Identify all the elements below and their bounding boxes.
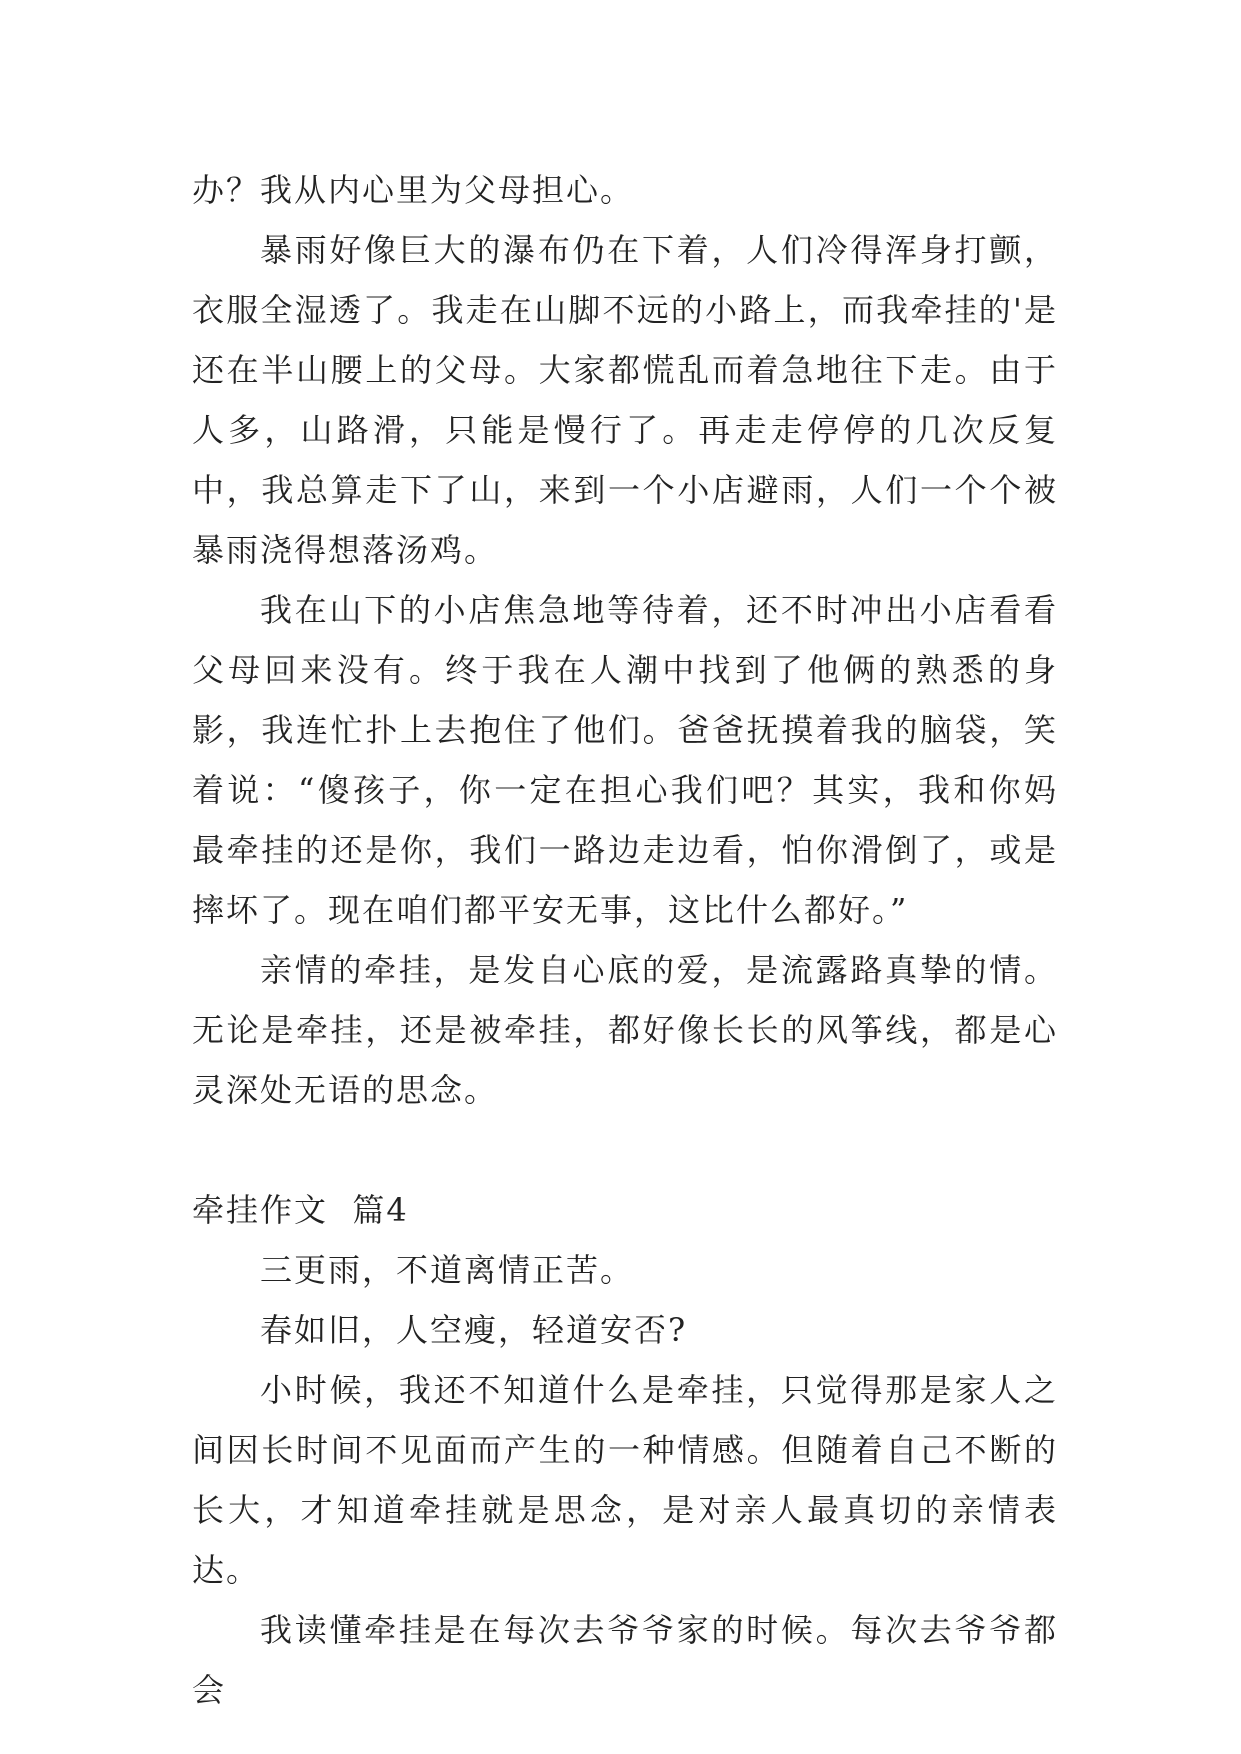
- paragraph-childhood: 小时候，我还不知道什么是牵挂，只觉得那是家人之间因长时间不见面而产生的一种情感。但随着自己不断的长大，才知道牵挂就是思念，是对亲人最真切的亲情表达。: [192, 1371, 1058, 1589]
- section-spacer: [192, 1120, 1058, 1180]
- poem-line-2: 春如旧，人空瘦，轻道安否?: [260, 1311, 688, 1349]
- paragraph-rainstorm: 暴雨好像巨大的瀑布仍在下着，人们冷得浑身打颤，衣服全湿透了。我走在山脚不远的小路上，而我牵挂的'是还在半山腰上的父母。大家都慌乱而着急地往下走。由于人多，山路滑，只能是慢行了。再走走停停的几次反复中，我总算走下了山，来到一个小店避雨，人们一个个被暴雨浇得想落汤鸡。: [192, 231, 1058, 569]
- paragraph-continuation: 办？我从内心里为父母担心。: [192, 171, 635, 209]
- document-body: [192, 160, 1058, 1720]
- paragraph-conclusion: 亲情的牵挂，是发自心底的爱，是流露路真挚的情。无论是牵挂，还是被牵挂，都好像长长的风筝线，都是心灵深处无语的思念。: [192, 951, 1058, 1109]
- paragraph-grandpa: 我读懂牵挂是在每次去爷爷家的时候。每次去爷爷都会: [192, 1611, 1058, 1709]
- section-title: 牵挂作文 篇4: [192, 1191, 409, 1229]
- poem-line-1: 三更雨，不道离情正苦。: [260, 1251, 635, 1289]
- paragraph-waiting: 我在山下的小店焦急地等待着，还不时冲出小店看看父母回来没有。终于我在人潮中找到了他俩的熟悉的身影，我连忙扑上去抱住了他们。爸爸抚摸着我的脑袋，笑着说：“傻孩子，你一定在担心我们吧？其实，我和你妈最牵挂的还是你，我们一路边走边看，怕你滑倒了，或是摔坏了。现在咱们都平安无事，这比什么都好。”: [192, 591, 1058, 929]
